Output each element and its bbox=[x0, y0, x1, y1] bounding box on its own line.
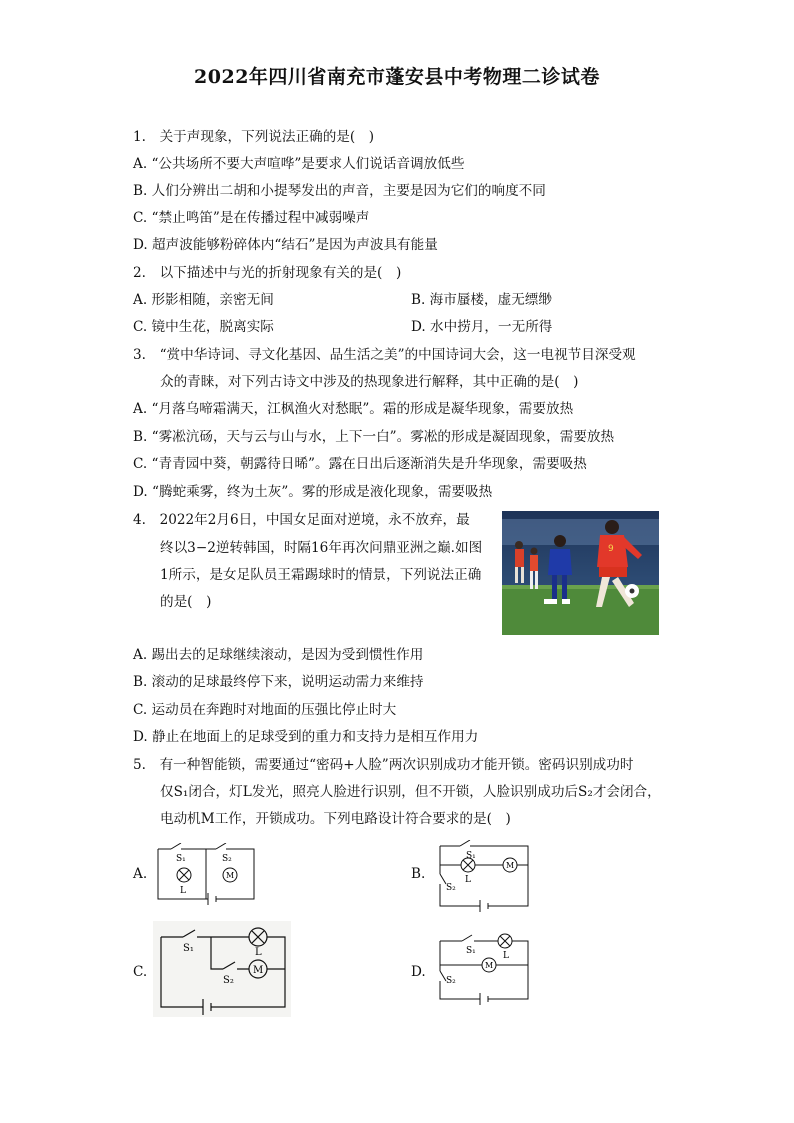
a-s2-label: S₂ bbox=[222, 854, 232, 864]
q4-option-c: C. 运动员在奔跑时对地面的压强比停止时大 bbox=[133, 702, 397, 718]
q1-option-c: C. “禁止鸣笛”是在传播过程中减弱噪声 bbox=[133, 210, 370, 226]
d-lamp-label: L bbox=[503, 951, 509, 961]
q2-option-b: B. 海市蜃楼，虚无缥缈 bbox=[411, 292, 552, 308]
q3-option-c: C. “青青园中葵，朝露待日晞”。露在日出后逐渐消失是升华现象，需要吸热 bbox=[133, 456, 587, 472]
c-s1-label: S₁ bbox=[183, 943, 194, 954]
b-s2-label: S₂ bbox=[446, 883, 456, 893]
q3-option-a: A. “月落乌啼霜满天，江枫渔火对愁眠”。霜的形成是凝华现象，需要放热 bbox=[133, 401, 574, 417]
a-s1-label: S₁ bbox=[176, 854, 186, 864]
q3-option-d: D. “腾蛇乘雾，终为土灰”。雾的形成是液化现象，需要吸热 bbox=[133, 484, 493, 500]
q2-stem: 2. 以下描述中与光的折射现象有关的是( ) bbox=[133, 265, 402, 281]
circuit-d-label: D. bbox=[411, 964, 426, 980]
q4-option-d: D. 静止在地面上的足球受到的重力和支持力是相互作用力 bbox=[133, 729, 479, 745]
q2-option-d: D. 水中捞月，一无所得 bbox=[411, 319, 553, 335]
q2-option-c: C. 镜中生花，脱离实际 bbox=[133, 319, 274, 335]
circuit-d bbox=[434, 931, 534, 1010]
circuit-b bbox=[434, 840, 534, 919]
q5-stem-line1: 5. 有一种智能锁，需要通过“密码+人脸”两次识别成功才能开锁。密码识别成功时 bbox=[133, 757, 634, 773]
q4-stem-line2: 终以3−2逆转韩国，时隔16年再次问鼎亚洲之巅.如图 bbox=[160, 540, 483, 556]
q5-stem-line3: 电动机M工作，开锁成功。下列电路设计符合要求的是( ) bbox=[160, 811, 511, 827]
q3-stem-line1: 3. “赏中华诗词、寻文化基因、品生活之美”的中国诗词大会，这一电视节目深受观 bbox=[133, 347, 636, 363]
b-motor-label: M bbox=[506, 861, 515, 870]
d-s1-label: S₁ bbox=[466, 946, 476, 956]
q4-option-b: B. 滚动的足球最终停下来，说明运动需力来维持 bbox=[133, 674, 424, 690]
q4-stem-line4: 的是( ) bbox=[160, 594, 212, 610]
c-s2-label: S₂ bbox=[223, 975, 234, 986]
q1-option-a: A. “公共场所不要大声喧哗”是要求人们说话音调放低些 bbox=[133, 156, 465, 172]
q3-option-b: B. “雾凇沆砀，天与云与山与水，上下一白”。雾凇的形成是凝固现象，需要放热 bbox=[133, 429, 615, 445]
q1-option-d: D. 超声波能够粉碎体内“结石”是因为声波具有能量 bbox=[133, 237, 438, 253]
circuit-b-label: B. bbox=[411, 866, 426, 882]
circuit-c-label: C. bbox=[133, 964, 148, 980]
soccer-ball bbox=[625, 584, 639, 598]
b-s1-label: S₁ bbox=[466, 851, 476, 861]
q4-stem-line1: 4. 2022年2月6日，中国女足面对逆境，永不放弃，最 bbox=[133, 512, 470, 528]
a-motor-label: M bbox=[226, 871, 235, 880]
soccer-photo bbox=[502, 511, 659, 635]
q4-option-a: A. 踢出去的足球继续滚动，是因为受到惯性作用 bbox=[133, 647, 424, 663]
q5-stem-line2: 仅S₁闭合，灯L发光，照亮人脸进行识别，但不开锁，人脸识别成功后S₂才会闭合， bbox=[160, 784, 661, 800]
c-motor-label: M bbox=[253, 965, 264, 976]
q1-stem: 1. 关于声现象，下列说法正确的是( ) bbox=[133, 129, 375, 145]
q3-stem-line2: 众的青睐，对下列古诗文中涉及的热现象进行解释，其中正确的是( ) bbox=[160, 374, 579, 390]
d-s2-label: S₂ bbox=[446, 976, 456, 986]
jersey-number: 9 bbox=[608, 544, 614, 554]
circuit-a-label: A. bbox=[133, 866, 148, 882]
b-lamp-label: L bbox=[465, 875, 471, 885]
circuit-a bbox=[152, 843, 262, 912]
a-lamp-label: L bbox=[180, 886, 186, 896]
q4-stem-line3: 1所示，是女足队员王霜踢球时的情景，下列说法正确 bbox=[160, 567, 482, 583]
c-lamp-label: L bbox=[255, 947, 262, 958]
q1-option-b: B. 人们分辨出二胡和小提琴发出的声音，主要是因为它们的响度不同 bbox=[133, 183, 546, 199]
d-motor-label: M bbox=[485, 961, 494, 970]
page-title: 2022年四川省南充市蓬安县中考物理二诊试卷 bbox=[194, 66, 600, 88]
circuit-c bbox=[153, 921, 291, 1021]
q2-option-a: A. 形影相随，亲密无间 bbox=[133, 292, 274, 308]
